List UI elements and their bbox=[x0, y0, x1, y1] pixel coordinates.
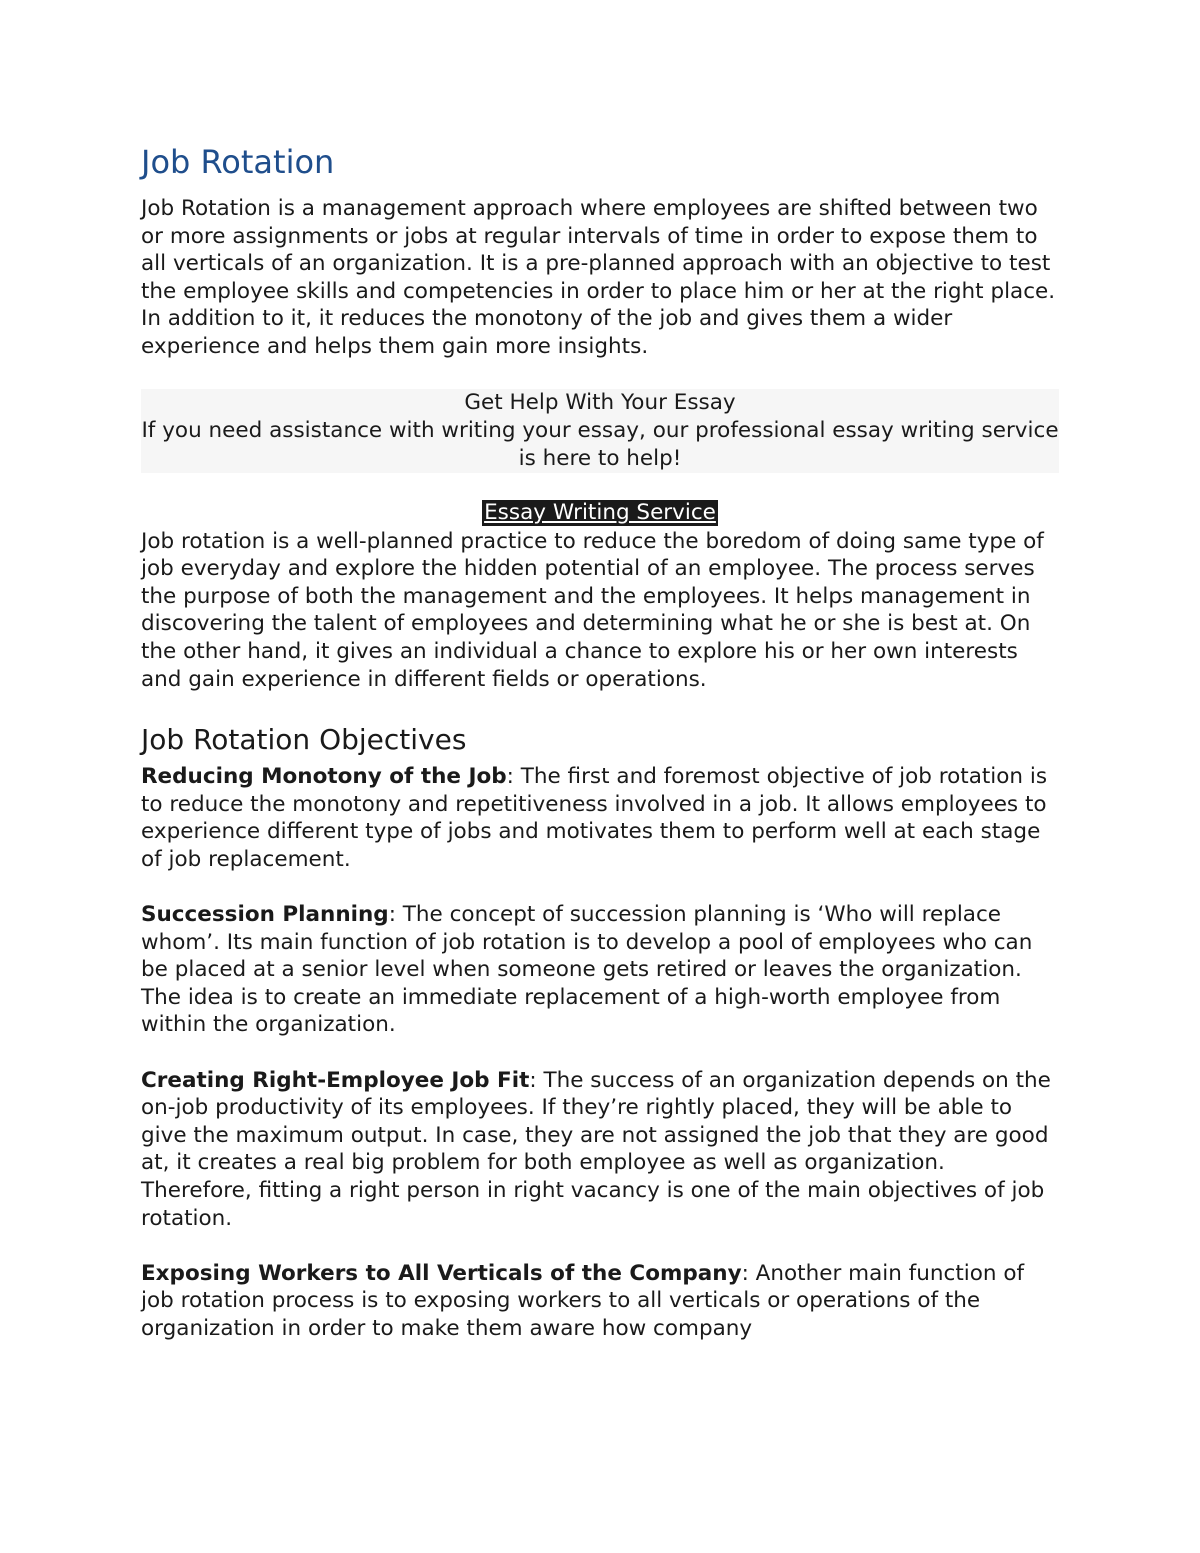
objective-item bbox=[141, 1067, 1059, 1233]
objective-item bbox=[141, 901, 1059, 1039]
objective-text: : Another main function of job rotation process is to exposing workers to all verticals or operations of the organization in order to make them aware how company bbox=[141, 1260, 1025, 1341]
promo-text: If you need assistance with writing your essay, our professional essay writing service is here to help! bbox=[141, 417, 1059, 471]
objective-text: : The first and foremost objective of job rotation is to reduce the monotony and repetitiveness involved in a job. It allows employees to experience different type of jobs and motivates them to perform well at each stage of job replacement. bbox=[141, 764, 1048, 872]
objective-term: Exposing Workers to All Verticals of the Company bbox=[141, 1260, 742, 1286]
objective-item bbox=[141, 1260, 1059, 1343]
objective-term: Succession Planning bbox=[141, 902, 389, 928]
objective-term: Reducing Monotony of the Job bbox=[141, 764, 507, 790]
objective-text: : The success of an organization depends on the on-job productivity of its employees. If they’re rightly placed, they will be able to give the maximum output. In case, they are not assigned the job that they are good at, it creates a real big problem for both employee as well as organization. Therefore, fitting a right person in right vacancy is one of the main objectives of job rotation. bbox=[141, 1067, 1051, 1231]
objective-term: Creating Right-Employee Job Fit bbox=[141, 1067, 530, 1093]
promo-button-row bbox=[141, 473, 1059, 528]
essay-help-promo bbox=[141, 389, 1059, 528]
document-page bbox=[141, 140, 1059, 1370]
objective-item bbox=[141, 763, 1059, 873]
intro-paragraph: Job Rotation is a management approach where employees are shifted between two or more assignments or jobs at regular intervals of time in order to expose them to all verticals of an organization. It is a pre-planned approach with an objective to test the employee skills and competencies in order to place him or her at the right place. In addition to it, it reduces the monotony of the job and gives them a wider experience and helps them gain more insights. bbox=[141, 196, 1056, 359]
objective-text: : The concept of succession planning is ‘Who will replace whom’. Its main function of job rotation is to develop a pool of employees who can be placed at a senior level when someone gets retired or leaves the organization. The idea is to create an immediate replacement of a high-worth employee from within the organization. bbox=[141, 902, 1033, 1038]
objectives-heading: Job Rotation Objectives bbox=[141, 723, 467, 757]
promo-heading: Get Help With Your Essay bbox=[464, 389, 736, 415]
second-paragraph: Job rotation is a well-planned practice to reduce the boredom of doing same type of job everyday and explore the hidden potential of an employee. The process serves the purpose of both the management and the employees. It helps management in discovering the talent of employees and determining what he or she is best at. On the other hand, it gives an individual a chance to explore his or her own interests and gain experience in different fields or operations. bbox=[141, 528, 1044, 692]
essay-writing-service-button[interactable]: Essay Writing Service bbox=[484, 499, 716, 525]
page-title: Job Rotation bbox=[141, 143, 335, 181]
